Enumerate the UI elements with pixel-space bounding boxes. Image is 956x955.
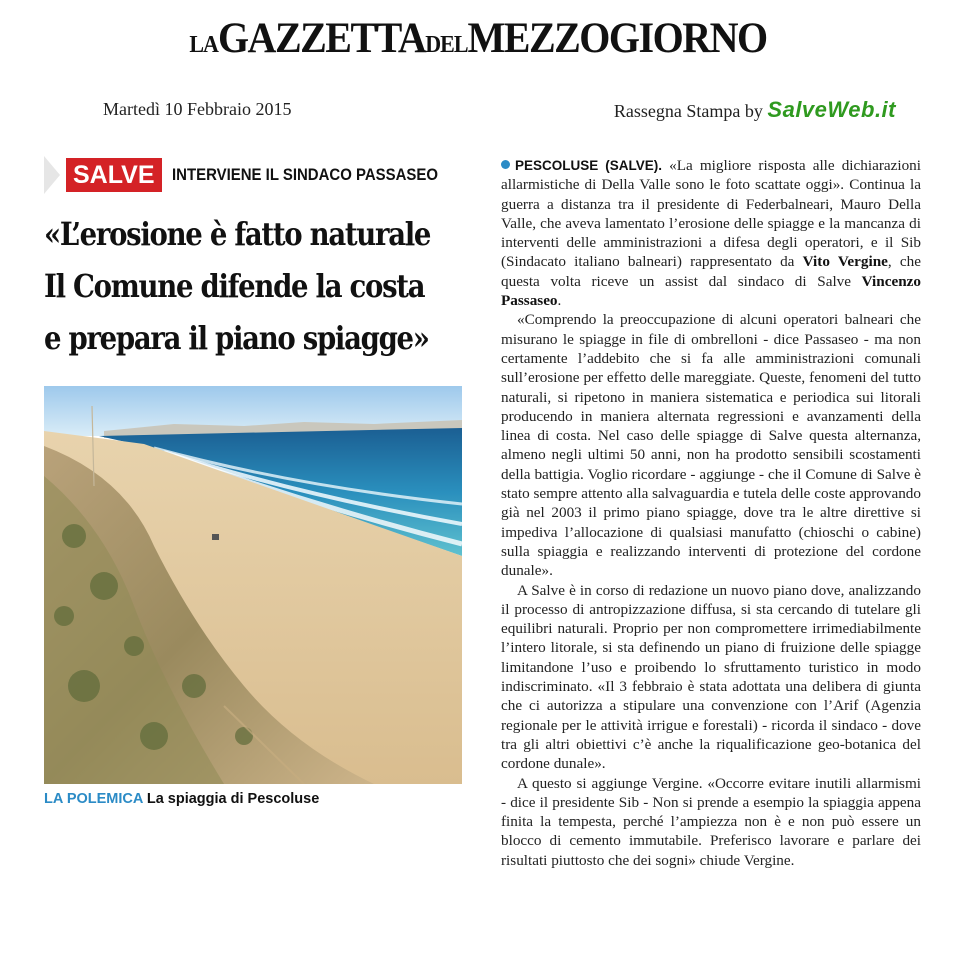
masthead-pre: LA [189, 30, 218, 58]
headline-line-1: «L’erosione è fatto naturale [44, 215, 431, 253]
kicker [44, 156, 474, 194]
kicker-text: INTERVIENE IL SINDACO PASSASEO [171, 165, 438, 184]
newspaper-masthead [0, 12, 956, 63]
article-paragraph-2: «Comprendo la preoccupazione di alcuni operatori balneari che misurano le spiagge in file di ombrelloni - dice Passaseo - ma non certamente l’addebito che si fa alle amministrazioni comunali sull’erosione per effetto delle mareggiate. Queste, fenomeni del tutto naturali, si ripetono in maniera sistematica e periodica sui litorali producendo in maniera alternata regressioni e avanzamenti della linea di costa. Nel caso delle spiagge di Salve questa alternanza, almeno negli ultimi 50 anni, non ha prodotto sensibili scostamenti della battigia. Voglio ricordare - aggiunge - che il Comune di Salve è stato sempre attento alla salvaguardia e tutela delle coste approvando già nel 2003 il primo piano spiagge, dove tra le altre direttive si impediva l’allocazione di qualsiasi manufatto (chioschi o cabine) sulla spiaggia e realizzando interventi di protezione del cordone dunale». [501, 311, 921, 580]
bullet-dot-icon [501, 160, 510, 169]
photo-caption [44, 791, 319, 807]
press-review-label: Rassegna Stampa by [613, 101, 763, 121]
headline-line-2: Il Comune difende la costa [44, 267, 425, 305]
person-name-vergine: Vito Vergine [802, 253, 888, 271]
section-badge: SALVE [66, 158, 162, 192]
beach-photo [44, 386, 462, 784]
caption-text: La spiaggia di Pescoluse [146, 791, 320, 807]
caption-tag: LA POLEMICA [44, 791, 143, 807]
person-name-passaseo: Vincenzo Passaseo [501, 272, 921, 310]
article-paragraph-3: A Salve è in corso di redazione un nuovo piano dove, analizzando il processo di antropizzazione diffusa, si sta cercando di tutelare gli equilibri naturali. Proprio per non compromettere irrimediabilmente l’intero litorale, si sta definendo un piano di fruizione delle spiagge limitandone l’uso e proibendo lo sfruttamento turistico in modo indiscriminato. «Il 3 febbraio è stata adottata una delibera di giunta che ci autorizza a stipulare una convenzione con l’Arif (Agenzia regionale per le attività irrigue e forestali) - ricorda il sindaco - dove tra gli altri obiettivi c’è anche la riqualificazione geo-botanica del cordone dunale». [501, 581, 921, 773]
masthead-name1: GAZZETTA [217, 13, 426, 62]
article-body [501, 156, 921, 870]
article-paragraph-4: A questo si aggiunge Vergine. «Occorre evitare inutili allarmismi - dice il presidente Sib - Non si prende a esempio la spiaggia appena finita la tempesta, perché l’ampiezza non è e non può essere un blocco di cemento immutabile. Preferisco lavorare e parlare dei risultati piuttosto che dei sogni» chiude Vergine. [501, 774, 921, 869]
headline-line-3: e prepara il piano spiagge» [44, 319, 429, 357]
headline [44, 208, 431, 364]
salveweb-brand[interactable]: SalveWeb.it [767, 97, 896, 122]
paragraph-1-text-b: , che questa volta riceve un assist dal sindaco di Salve [501, 253, 921, 290]
paragraph-1-text-a: «La migliore risposta alle dichiarazioni allarmistiche di Della Valle sono le foto scattate oggi». Continua la guerra a distanza tra il presidente di Federbalneari, Mauro Della Valle, che aveva lamentato l’erosione delle spiagge e la mancanza di interventi delle amministrazioni a difesa degli operatori, e il Sib (Sindacato italiano balneari) rappresentato da [501, 157, 921, 271]
masthead-mid: DEL [425, 30, 468, 58]
dateline-place: PESCOLUSE (SALVE). [515, 158, 663, 173]
paragraph-1-text-c: . [557, 292, 562, 310]
chevron-right-icon [44, 156, 60, 194]
masthead-name2: MEZZOGIORNO [467, 13, 767, 62]
dateline: Martedì 10 Febbraio 2015 [103, 99, 292, 119]
article-paragraph-1 [501, 156, 921, 310]
press-review-credit [614, 97, 896, 123]
